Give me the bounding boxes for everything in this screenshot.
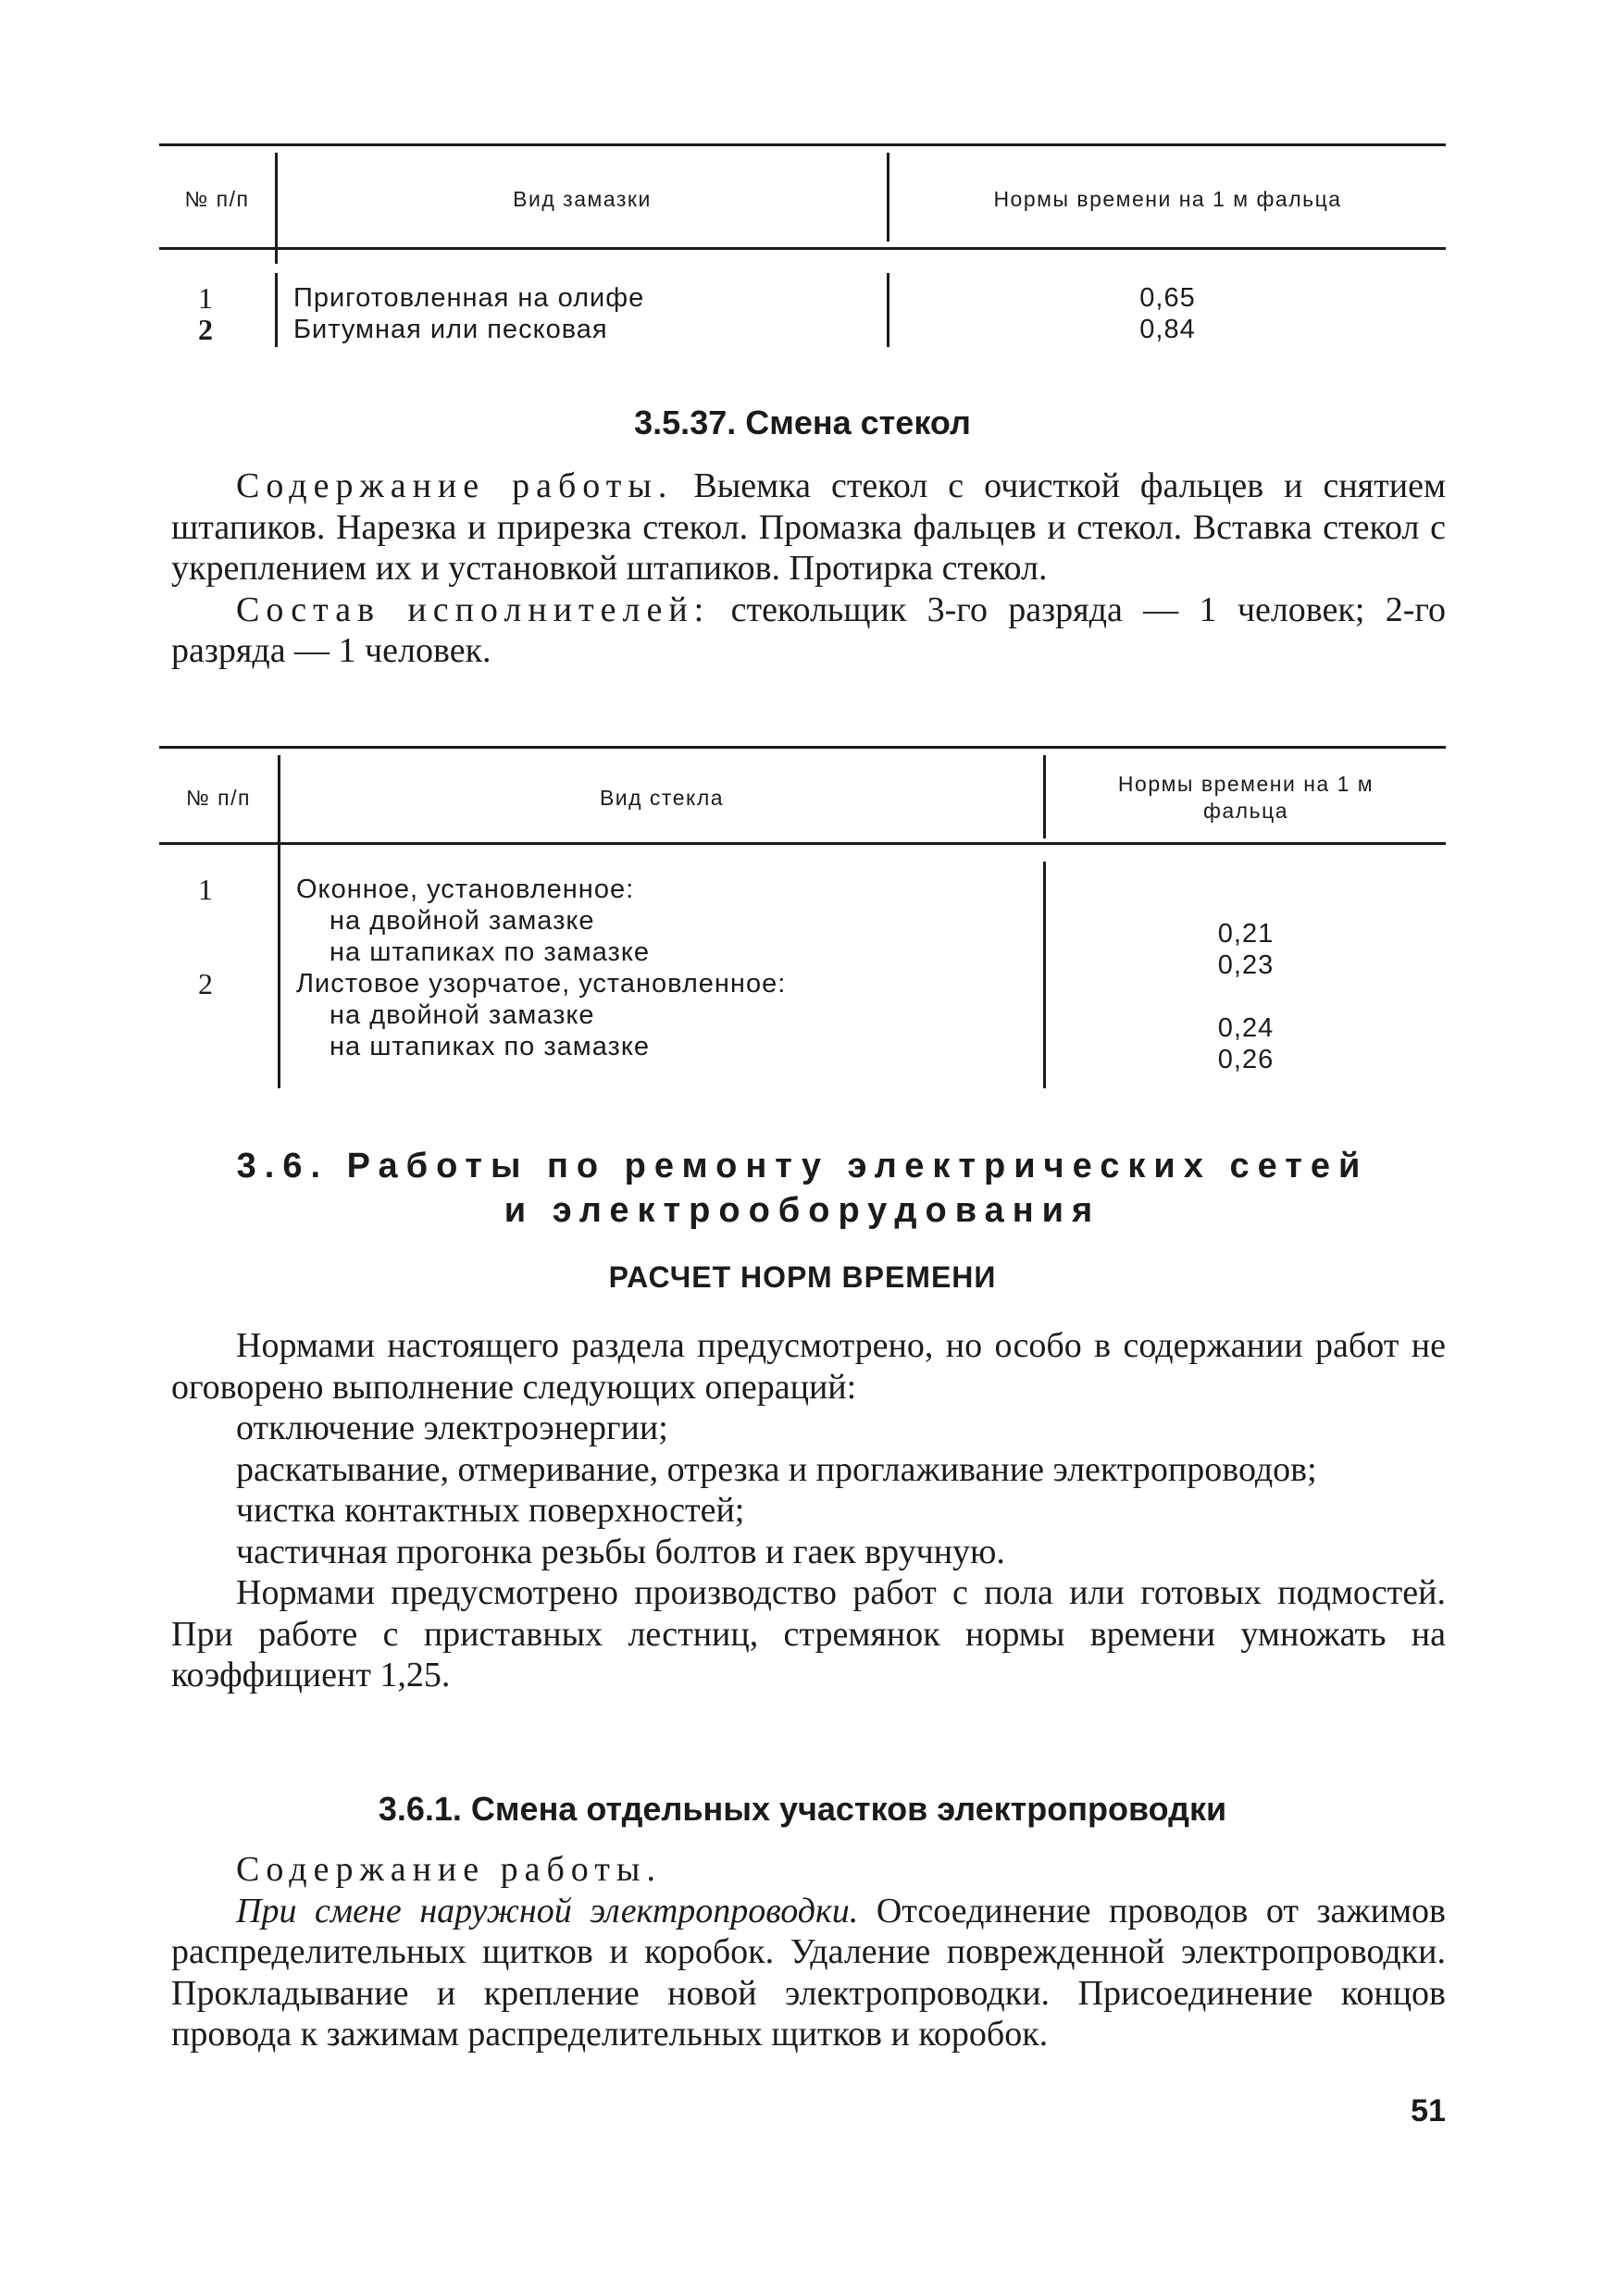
- number-column: [159, 874, 252, 1062]
- table-header-rule: [159, 842, 1446, 845]
- number-column: [159, 282, 252, 345]
- work-content-text: Выемка стекол с очисткой фальцев и снятием штапиков. Нарезка и прирезка стекол. Промазка фальцев и стекол. Вставка стекол с укреплением их и установкой штапиков. Протирка стекол.: [171, 466, 1446, 588]
- section-title: 3.6.1. Смена отдельных участков электропроводки: [378, 1790, 1227, 1828]
- subsection-title: РАСЧЕТ НОРМ ВРЕМЕНИ: [608, 1260, 997, 1294]
- staff-text: стекольщик 3-го разряда — 1 человек; 2-го разряда — 1 человек.: [171, 590, 1447, 670]
- time-norm-value: 0,24: [1217, 1013, 1275, 1043]
- header-time-norm: Нормы времени на 1 м фальца: [1117, 772, 1374, 823]
- chapter-title-line: и электрооборудования: [504, 1191, 1101, 1230]
- list-item: частичная прогонка резьбы болтов и гаек вручную.: [236, 1532, 1005, 1571]
- time-norm-value: 0,23: [1217, 950, 1275, 980]
- row-number: [159, 1031, 252, 1062]
- time-norm-column: [1046, 887, 1446, 1075]
- glass-subtype: на штапиках по замазке: [330, 937, 650, 967]
- chapter-title-line: 3.6. Работы по ремонту электрических сетей: [236, 1147, 1369, 1185]
- work-content-text: Отсоединение проводов от зажимов распределительных щитков и коробок. Удаление поврежденной электропроводки. Прокладывание и крепление новой электропроводки. Присоединение концов провода к зажимам распределительных щитков и коробок.: [171, 1891, 1446, 2054]
- table-top-rule: [159, 143, 1446, 146]
- glass-type: Листовое узорчатое, установленное:: [296, 969, 787, 999]
- row-number: 2: [198, 967, 213, 1000]
- header-time-norm: Нормы времени на 1 м фальца: [993, 186, 1342, 211]
- chapter-title: [159, 1144, 1446, 1233]
- row-number: [159, 999, 252, 1031]
- header-number: № п/п: [186, 785, 251, 810]
- glass-type: Оконное, установленное:: [296, 875, 635, 904]
- table-top-rule: [159, 746, 1446, 749]
- time-norm-value: 0,65: [1139, 283, 1196, 313]
- work-content-label: Содержание работы.: [236, 466, 674, 505]
- header-putty-type: Вид замазки: [513, 186, 652, 211]
- intro-paragraph: Нормами настоящего раздела предусмотрено, но особо в содержании работ не оговорено выполнение следующих операций:: [171, 1326, 1446, 1407]
- time-norm-value: 0,26: [1217, 1045, 1275, 1074]
- row-number: 1: [198, 281, 213, 315]
- row-number: [159, 937, 252, 968]
- putty-type: Битумная или песковая: [293, 315, 608, 344]
- time-norm-value: 0,21: [1217, 919, 1275, 949]
- work-content-label: Содержание работы.: [236, 1850, 662, 1889]
- glass-subtype: на двойной замазке: [330, 1000, 595, 1030]
- header-glass-type: Вид стекла: [599, 785, 725, 810]
- work-content-paragraph: [171, 465, 1446, 672]
- putty-type: Приготовленная на олифе: [293, 283, 645, 313]
- page-number: 51: [1411, 2093, 1446, 2128]
- section-title: 3.5.37. Смена стекол: [634, 403, 971, 441]
- putty-norms-table: [159, 143, 1446, 366]
- time-norm-value: 0,84: [1139, 315, 1196, 344]
- time-norm-value: [1046, 887, 1446, 918]
- wiring-work-content: [171, 1849, 1446, 2055]
- list-item: отключение электроэнергии;: [236, 1409, 668, 1447]
- glass-type-column: [296, 874, 786, 1062]
- italic-lead: При смене наружной электропроводки.: [236, 1891, 859, 1930]
- staff-label: Состав исполнителей:: [236, 590, 711, 629]
- list-item: чистка контактных поверхностей;: [236, 1491, 745, 1530]
- table-header-rule: [159, 247, 1446, 250]
- note-paragraph: Нормами предусмотрено производство работ с пола или готовых подмостей. При работе с приставных лестниц, стремянок нормы времени умножать на коэффициент 1,25.: [171, 1573, 1446, 1694]
- row-number: 2: [198, 313, 213, 346]
- norms-calculation-text: [171, 1325, 1446, 1696]
- header-number: № п/п: [184, 186, 250, 211]
- putty-type-column: [293, 282, 644, 345]
- list-item: раскатывание, отмеривание, отрезка и проглаживание электропроводов;: [236, 1449, 1317, 1489]
- time-norm-column: [889, 282, 1446, 345]
- row-number: 1: [198, 873, 213, 906]
- time-norm-value: [1046, 981, 1446, 1012]
- glass-norms-table: [159, 746, 1446, 1098]
- row-number: [159, 905, 252, 937]
- glass-subtype: на штапиках по замазке: [330, 1032, 650, 1061]
- column-divider: [275, 273, 278, 347]
- glass-subtype: на двойной замазке: [330, 906, 595, 936]
